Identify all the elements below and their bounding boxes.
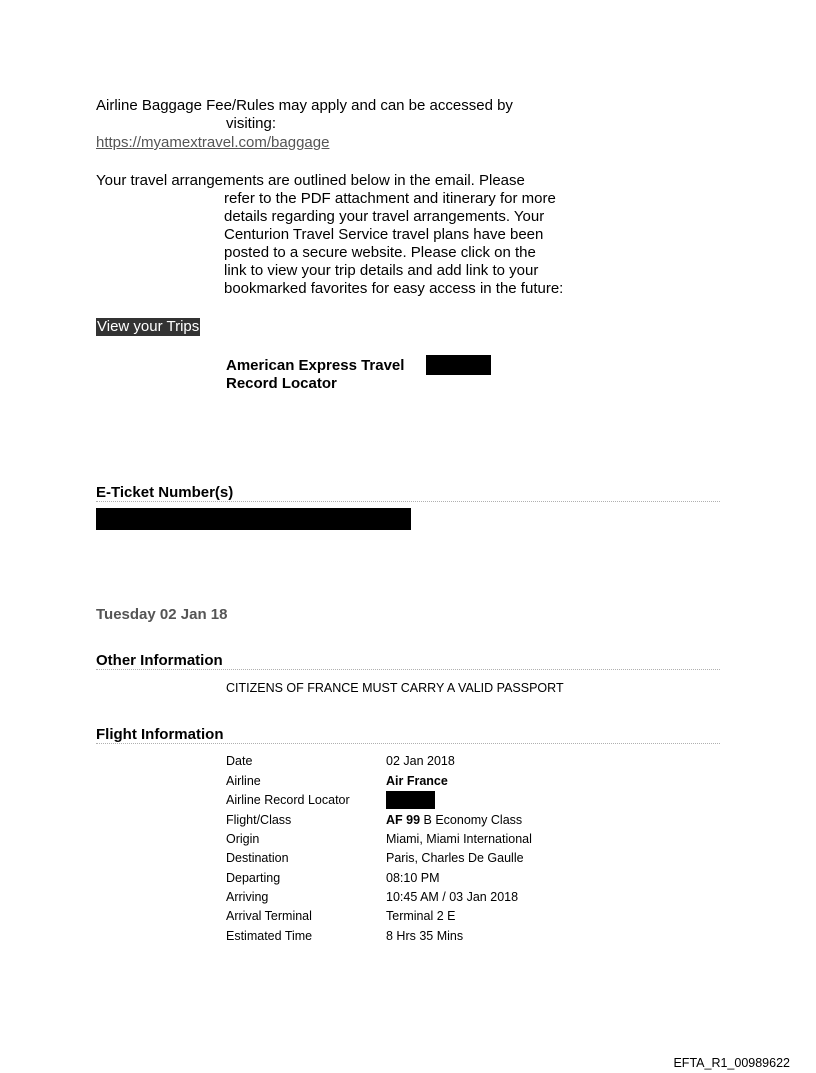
baggage-link[interactable]: https://myamextravel.com/baggage <box>96 134 330 151</box>
flight-info-heading: Flight Information <box>96 726 224 743</box>
record-locator-label <box>226 357 404 393</box>
flight-label: Arriving <box>226 890 269 904</box>
flight-label: Origin <box>226 832 260 846</box>
eticket-heading: E-Ticket Number(s) <box>96 484 234 501</box>
flight-class: B Economy Class <box>420 813 523 827</box>
intro-line: link to view your trip details and add link to your <box>224 262 539 279</box>
record-locator-redaction <box>426 355 491 375</box>
intro-line: posted to a secure website. Please click on the <box>224 244 536 261</box>
other-info-heading: Other Information <box>96 652 223 669</box>
intro-line: refer to the PDF attachment and itinerary for more <box>224 190 556 207</box>
intro-line: details regarding your travel arrangements. Your <box>224 208 545 225</box>
other-info-divider <box>96 669 720 670</box>
eticket-number-redaction <box>96 508 411 530</box>
flight-value: 8 Hrs 35 Mins <box>386 929 464 943</box>
flight-value: 08:10 PM <box>386 871 440 885</box>
flight-value: 02 Jan 2018 <box>386 754 455 768</box>
flight-label: Airline <box>226 774 261 788</box>
flight-label: Airline Record Locator <box>226 793 350 807</box>
flight-number: AF 99 <box>386 813 421 827</box>
view-trips-button[interactable]: View your Trips <box>97 318 200 335</box>
intro-first-line: Your travel arrangements are outlined below in the email. Please <box>96 172 525 189</box>
baggage-notice-line1: Airline Baggage Fee/Rules may apply and can be accessed by <box>96 97 513 114</box>
intro-line: Centurion Travel Service travel plans have been <box>224 226 544 243</box>
flight-label: Departing <box>226 871 281 885</box>
flight-value: 10:45 AM / 03 Jan 2018 <box>386 890 519 904</box>
flight-label: Destination <box>226 851 289 865</box>
eticket-divider <box>96 501 720 502</box>
baggage-notice-line2: visiting: <box>226 115 277 132</box>
flight-value: Air France <box>386 774 448 788</box>
flight-label: Estimated Time <box>226 929 313 943</box>
trip-date: Tuesday 02 Jan 18 <box>96 606 228 623</box>
flight-label: Arrival Terminal <box>226 909 312 923</box>
flight-value <box>386 813 522 828</box>
intro-paragraph <box>224 190 563 298</box>
flight-info-divider <box>96 743 720 744</box>
intro-line: bookmarked favorites for easy access in the future: <box>224 280 564 297</box>
flight-value: Terminal 2 E <box>386 909 456 923</box>
flight-value: Miami, Miami International <box>386 832 532 846</box>
flight-label: Date <box>226 754 253 768</box>
record-locator-line1: American Express Travel <box>226 357 405 374</box>
passport-notice: CITIZENS OF FRANCE MUST CARRY A VALID PASSPORT <box>226 681 564 695</box>
flight-label: Flight/Class <box>226 813 292 827</box>
document-id: EFTA_R1_00989622 <box>673 1056 790 1070</box>
flight-value: Paris, Charles De Gaulle <box>386 851 524 865</box>
airline-record-locator-redaction <box>386 791 435 809</box>
record-locator-line2: Record Locator <box>226 375 337 392</box>
